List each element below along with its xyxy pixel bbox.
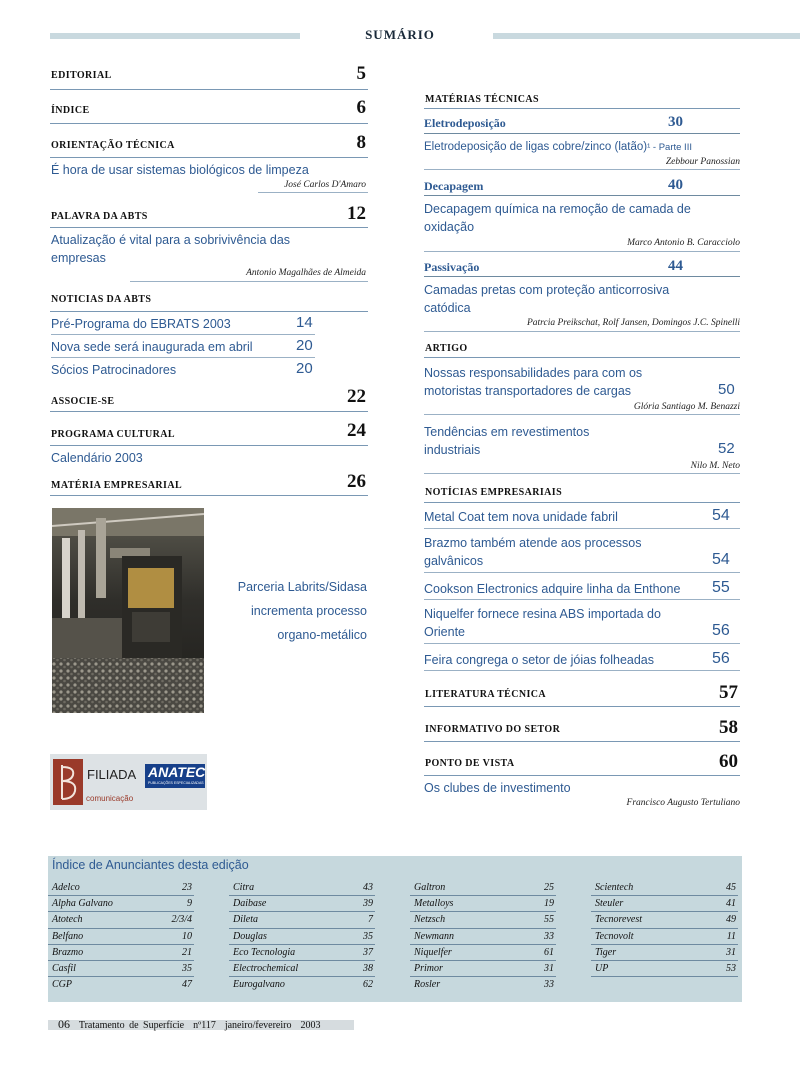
article-ponto[interactable]: Os clubes de investimento — [424, 781, 571, 795]
article-passiv-line2[interactable]: catódica — [424, 301, 471, 315]
advertiser-row[interactable]: CGP 47 — [52, 979, 192, 991]
footer-page: 06 — [58, 1017, 70, 1031]
divider — [424, 276, 740, 277]
artigo-2-line2[interactable]: industriais — [424, 443, 481, 457]
noticia-emp-1[interactable]: Metal Coat tem nova unidade fabril — [424, 510, 618, 524]
advertiser-row[interactable]: Newmann 33 — [410, 929, 556, 945]
programa-item[interactable]: Calendário 2003 — [51, 451, 143, 465]
page-number: 5 — [356, 63, 366, 84]
author-artigo-1: Glória Santiago M. Benazzi — [633, 402, 740, 412]
advertiser-column-3 — [410, 880, 556, 993]
artigo-2-page: 52 — [718, 440, 735, 457]
divider — [130, 281, 368, 282]
advertiser-row[interactable]: Alpha Galvano 9 — [48, 896, 194, 912]
noticia-emp-5-page: 56 — [712, 650, 730, 667]
page-number: 26 — [347, 471, 366, 492]
advertiser-row[interactable]: Dileta 7 — [229, 912, 375, 928]
noticia-emp-4-line1[interactable]: Niquelfer fornece resina ABS importada do — [424, 607, 661, 621]
artigo-1-line2[interactable]: motoristas transportadores de cargas — [424, 384, 632, 398]
advertiser-row[interactable]: Metalloys 19 — [410, 896, 556, 912]
advertiser-row[interactable]: Galtron 25 — [410, 880, 556, 896]
anatec-badge: ANATEC PUBLICAÇÕES ESPECIALIZADAS — [145, 764, 205, 788]
page-number: 40 — [668, 177, 683, 193]
section-artigo: ARTIGO — [424, 342, 740, 358]
divider — [424, 251, 740, 252]
author-artigo-2: Nilo M. Neto — [690, 461, 740, 471]
advertiser-column-4 — [591, 880, 738, 977]
advertiser-row[interactable]: Netzsch 55 — [410, 912, 556, 928]
advertiser-row[interactable]: Tecnovolt 11 — [591, 929, 738, 945]
noticia-item-2-page: 20 — [296, 337, 313, 354]
page-number: 12 — [347, 203, 366, 224]
noticia-emp-2-page: 54 — [712, 551, 730, 568]
author-passiv: Patrcia Preikschat, Rolf Jansen, Domingos J.C. Spinelli — [526, 318, 740, 328]
author-palavra: Antonio Magalhães de Almeida — [246, 268, 366, 278]
advertiser-row[interactable]: Adelco 23 — [48, 880, 194, 896]
factory-photo — [52, 508, 204, 713]
article-eletro[interactable]: Eletrodeposição de ligas cobre/zinco (latão)¹ - Parte III — [424, 141, 692, 153]
divider — [424, 331, 740, 332]
article-palavra-line1[interactable]: Atualização é vital para a sobrivivência das — [51, 233, 291, 247]
advertiser-row[interactable]: Electrochemical 38 — [229, 961, 375, 977]
footer-issue: nº117 — [193, 1020, 216, 1031]
article-passiv-line1[interactable]: Camadas pretas com proteção anticorrosiva — [424, 283, 670, 297]
noticia-item-2[interactable]: Nova sede será inaugurada em abril — [51, 340, 253, 354]
noticia-item-3[interactable]: Sócios Patrocinadores — [51, 363, 177, 377]
article-decap-line1[interactable]: Decapagem química na remoção de camada de — [424, 202, 691, 216]
noticia-emp-4-line2[interactable]: Oriente — [424, 625, 465, 639]
advertiser-row[interactable]: Daibase 39 — [229, 896, 375, 912]
advertiser-row[interactable]: Niquelfer 61 — [410, 945, 556, 961]
divider — [424, 599, 740, 600]
author-ponto: Francisco Augusto Tertuliano — [626, 798, 740, 808]
advertiser-row[interactable]: Steuler 41 — [591, 896, 738, 912]
advertiser-row[interactable]: Tiger 31 — [591, 945, 738, 961]
section-informativo[interactable]: INFORMATIVO DO SETOR 58 — [424, 718, 740, 742]
noticia-emp-2-line1[interactable]: Brazmo também atende aos processos — [424, 536, 642, 550]
divider — [51, 357, 315, 358]
divider — [424, 643, 740, 644]
section-ponto-de-vista[interactable]: PONTO DE VISTA 60 — [424, 752, 740, 776]
noticia-emp-5[interactable]: Feira congrega o setor de jóias folheadas — [424, 653, 655, 667]
divider — [424, 572, 740, 573]
noticia-item-1-page: 14 — [296, 314, 313, 331]
footer — [58, 1017, 320, 1032]
advertiser-row[interactable]: Eurogalvano 62 — [233, 979, 373, 991]
section-orientacao[interactable]: ORIENTAÇÃO TÉCNICA 8 — [50, 134, 368, 158]
page-number: 58 — [719, 717, 738, 738]
noticia-item-1[interactable]: Pré-Programa do EBRATS 2003 — [51, 317, 231, 331]
subsection-decapagem[interactable]: Decapagem — [424, 179, 484, 193]
noticia-emp-3[interactable]: Cookson Electronics adquire linha da Enthone — [424, 582, 681, 596]
section-palavra[interactable]: PALAVRA DA ABTS 12 — [50, 204, 368, 228]
advertiser-row[interactable]: Scientech 45 — [591, 880, 738, 896]
advertiser-row[interactable]: Douglas 35 — [229, 929, 375, 945]
page-title: SUMÁRIO — [365, 27, 435, 42]
divider — [424, 414, 740, 415]
divider — [424, 195, 740, 196]
noticia-emp-4-page: 56 — [712, 622, 730, 639]
divider — [424, 670, 740, 671]
advertiser-row[interactable]: Atotech 2/3/4 — [48, 912, 194, 928]
page-number: 30 — [668, 114, 683, 130]
author-decap: Marco Antonio B. Caracciolo — [627, 238, 740, 248]
section-materia[interactable]: MATÉRIA EMPRESARIAL 26 — [50, 472, 368, 496]
advertiser-row[interactable]: Belfano 10 — [48, 929, 194, 945]
page-number: 8 — [356, 132, 366, 153]
advertiser-index — [48, 856, 742, 1002]
header-bar-left — [50, 33, 300, 39]
page-number: 6 — [356, 97, 366, 118]
header-bar-right — [493, 33, 800, 39]
article-orientacao[interactable]: É hora de usar sistemas biológicos de limpeza — [51, 163, 309, 177]
noticia-emp-3-page: 55 — [712, 579, 730, 596]
footer-year: 2003 — [300, 1020, 321, 1031]
divider — [424, 169, 740, 170]
page-number: 57 — [719, 682, 738, 703]
section-indice[interactable]: ÍNDICE 6 — [50, 100, 368, 124]
page-number: 44 — [668, 258, 683, 274]
page-number: 60 — [719, 751, 738, 772]
advertiser-index-title: Índice de Anunciantes desta edição — [52, 858, 249, 872]
page-number: 22 — [347, 386, 366, 407]
advertiser-row[interactable]: Eco Tecnologia 37 — [229, 945, 375, 961]
advertiser-column-1 — [48, 880, 194, 993]
advertiser-row[interactable]: UP 53 — [591, 961, 738, 977]
filiada-anatec-logo: FILIADA ANATEC PUBLICAÇÕES ESPECIALIZADAS comunicação — [50, 754, 207, 810]
b3-logo-icon — [53, 759, 83, 805]
advertiser-row[interactable]: Rosler 33 — [414, 979, 554, 991]
advertiser-row[interactable]: Brazmo 21 — [48, 945, 194, 961]
noticia-emp-2-line2[interactable]: galvânicos — [424, 554, 484, 568]
section-materias-tecnicas: MATÉRIAS TÉCNICAS — [424, 93, 740, 109]
section-editorial[interactable]: EDITORIAL 5 — [50, 66, 368, 90]
article-decap-line2[interactable]: oxidação — [424, 220, 475, 234]
section-noticias-empresariais: NOTÍCIAS EMPRESARIAIS — [424, 485, 740, 503]
author-eletro: Zebbour Panossian — [665, 157, 740, 167]
advertiser-row[interactable]: Primor 31 — [410, 961, 556, 977]
divider — [424, 528, 740, 529]
advertiser-row[interactable]: Casfil 35 — [48, 961, 194, 977]
author-orientacao: José Carlos D'Amaro — [284, 180, 366, 190]
divider — [424, 473, 740, 474]
subsection-passivacao[interactable]: Passivação — [424, 260, 480, 274]
advertiser-row[interactable]: Tecnorevest 49 — [591, 912, 738, 928]
footer-magazine: Tratamento de Superfície — [78, 1020, 185, 1031]
divider — [258, 192, 368, 193]
section-associe[interactable]: ASSOCIE-SE 22 — [50, 386, 368, 412]
noticia-item-3-page: 20 — [296, 360, 313, 377]
divider — [51, 334, 315, 335]
subsection-eletrodeposicao[interactable]: Eletrodeposição — [424, 116, 506, 130]
artigo-2-line1[interactable]: Tendências em revestimentos — [424, 425, 590, 439]
advertiser-column-2 — [229, 880, 375, 993]
photo-caption[interactable]: Parceria Labrits/Sidasa incrementa processo organo-metálico — [237, 580, 367, 642]
article-palavra-line2[interactable]: empresas — [51, 251, 106, 265]
section-programa[interactable]: PROGRAMA CULTURAL 24 — [50, 420, 368, 446]
page-number: 24 — [347, 420, 366, 441]
artigo-1-line1[interactable]: Nossas responsabilidades para com os — [424, 366, 643, 380]
divider — [424, 133, 740, 134]
section-noticias-abts: NOTICIAS DA ABTS — [50, 290, 368, 312]
advertiser-row[interactable]: Citra 43 — [229, 880, 375, 896]
footer-date: janeiro/fevereiro — [224, 1020, 292, 1031]
artigo-1-page: 50 — [718, 381, 735, 398]
section-literatura[interactable]: LITERATURA TÉCNICA 57 — [424, 683, 740, 707]
noticia-emp-1-page: 54 — [712, 507, 730, 524]
